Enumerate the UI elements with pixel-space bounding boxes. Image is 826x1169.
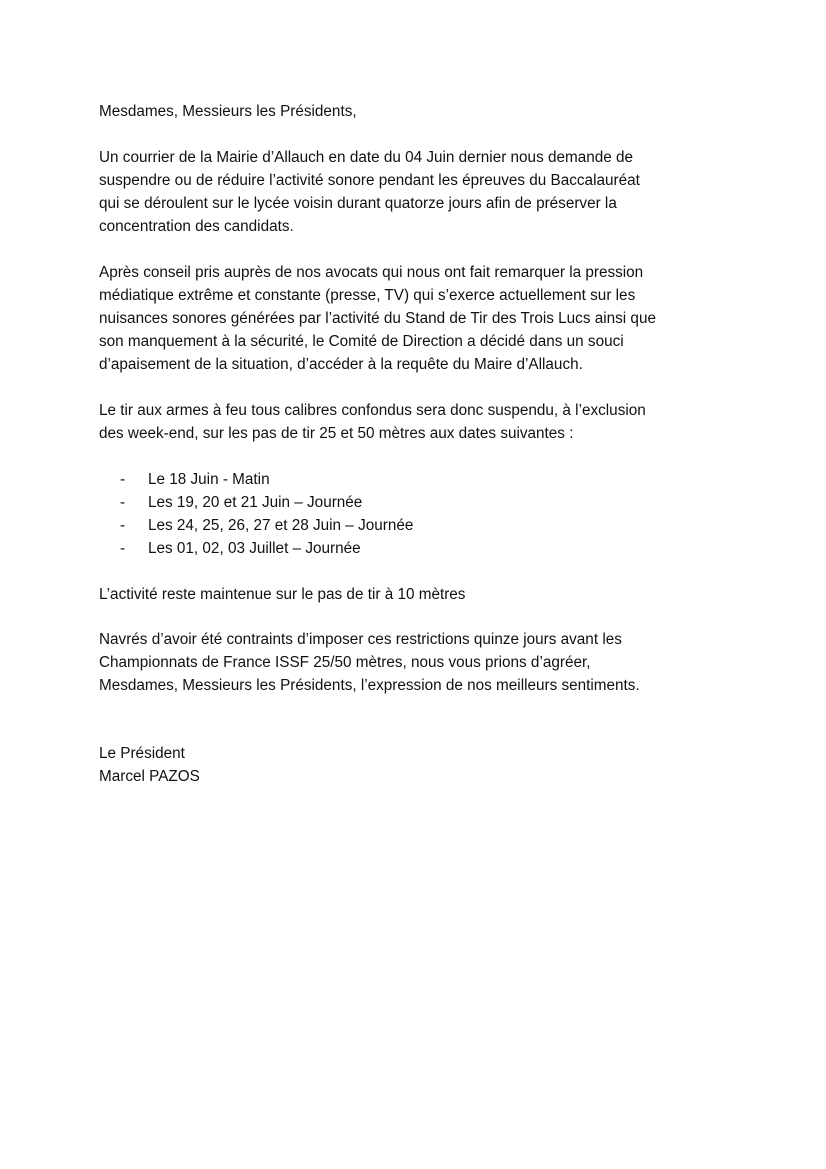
paragraph-line: Le tir aux armes à feu tous calibres confondus sera donc suspendu, à l’exclusion [99, 402, 646, 419]
paragraph-line: médiatique extrême et constante (presse, TV) qui s’exerce actuellement sur les [99, 287, 636, 304]
paragraph-line: Championnats de France ISSF 25/50 mètres, nous vous prions d’agréer, [99, 654, 591, 671]
paragraph-line: Un courrier de la Mairie d’Allauch en date du 04 Juin dernier nous demande de [99, 149, 634, 166]
paragraph-line: son manquement à la sécurité, le Comité de Direction a décidé dans un souci [99, 333, 624, 350]
bullet-marker: - [120, 494, 126, 511]
bullet-marker: - [120, 471, 126, 488]
list-item: Les 19, 20 et 21 Juin – Journée [148, 494, 363, 511]
paragraph-line: d’apaisement de la situation, d’accéder à la requête du Maire d’Allauch. [99, 356, 583, 373]
list-item: Le 18 Juin - Matin [148, 471, 270, 488]
bullet-marker: - [120, 540, 126, 557]
salutation: Mesdames, Messieurs les Présidents, [99, 103, 357, 120]
paragraph-10m-activity: L’activité reste maintenue sur le pas de tir à 10 mètres [99, 586, 466, 603]
paragraph-line: Navrés d’avoir été contraints d’imposer ces restrictions quinze jours avant les [99, 631, 622, 648]
signature-title: Le Président [99, 745, 185, 762]
paragraph-line: nuisances sonores générées par l’activité du Stand de Tir des Trois Lucs ainsi que [99, 310, 656, 327]
list-item: Les 24, 25, 26, 27 et 28 Juin – Journée [148, 517, 414, 534]
paragraph-line: qui se déroulent sur le lycée voisin durant quatorze jours afin de préserver la [99, 195, 617, 212]
paragraph-line: concentration des candidats. [99, 218, 294, 235]
bullet-marker: - [120, 517, 126, 534]
paragraph-line: des week-end, sur les pas de tir 25 et 50 mètres aux dates suivantes : [99, 425, 574, 442]
paragraph-line: Après conseil pris auprès de nos avocats qui nous ont fait remarquer la pression [99, 264, 644, 281]
signature-name: Marcel PAZOS [99, 768, 200, 785]
paragraph-line: Mesdames, Messieurs les Présidents, l’expression de nos meilleurs sentiments. [99, 677, 640, 694]
list-item: Les 01, 02, 03 Juillet – Journée [148, 540, 361, 557]
paragraph-line: suspendre ou de réduire l’activité sonore pendant les épreuves du Baccalauréat [99, 172, 640, 189]
